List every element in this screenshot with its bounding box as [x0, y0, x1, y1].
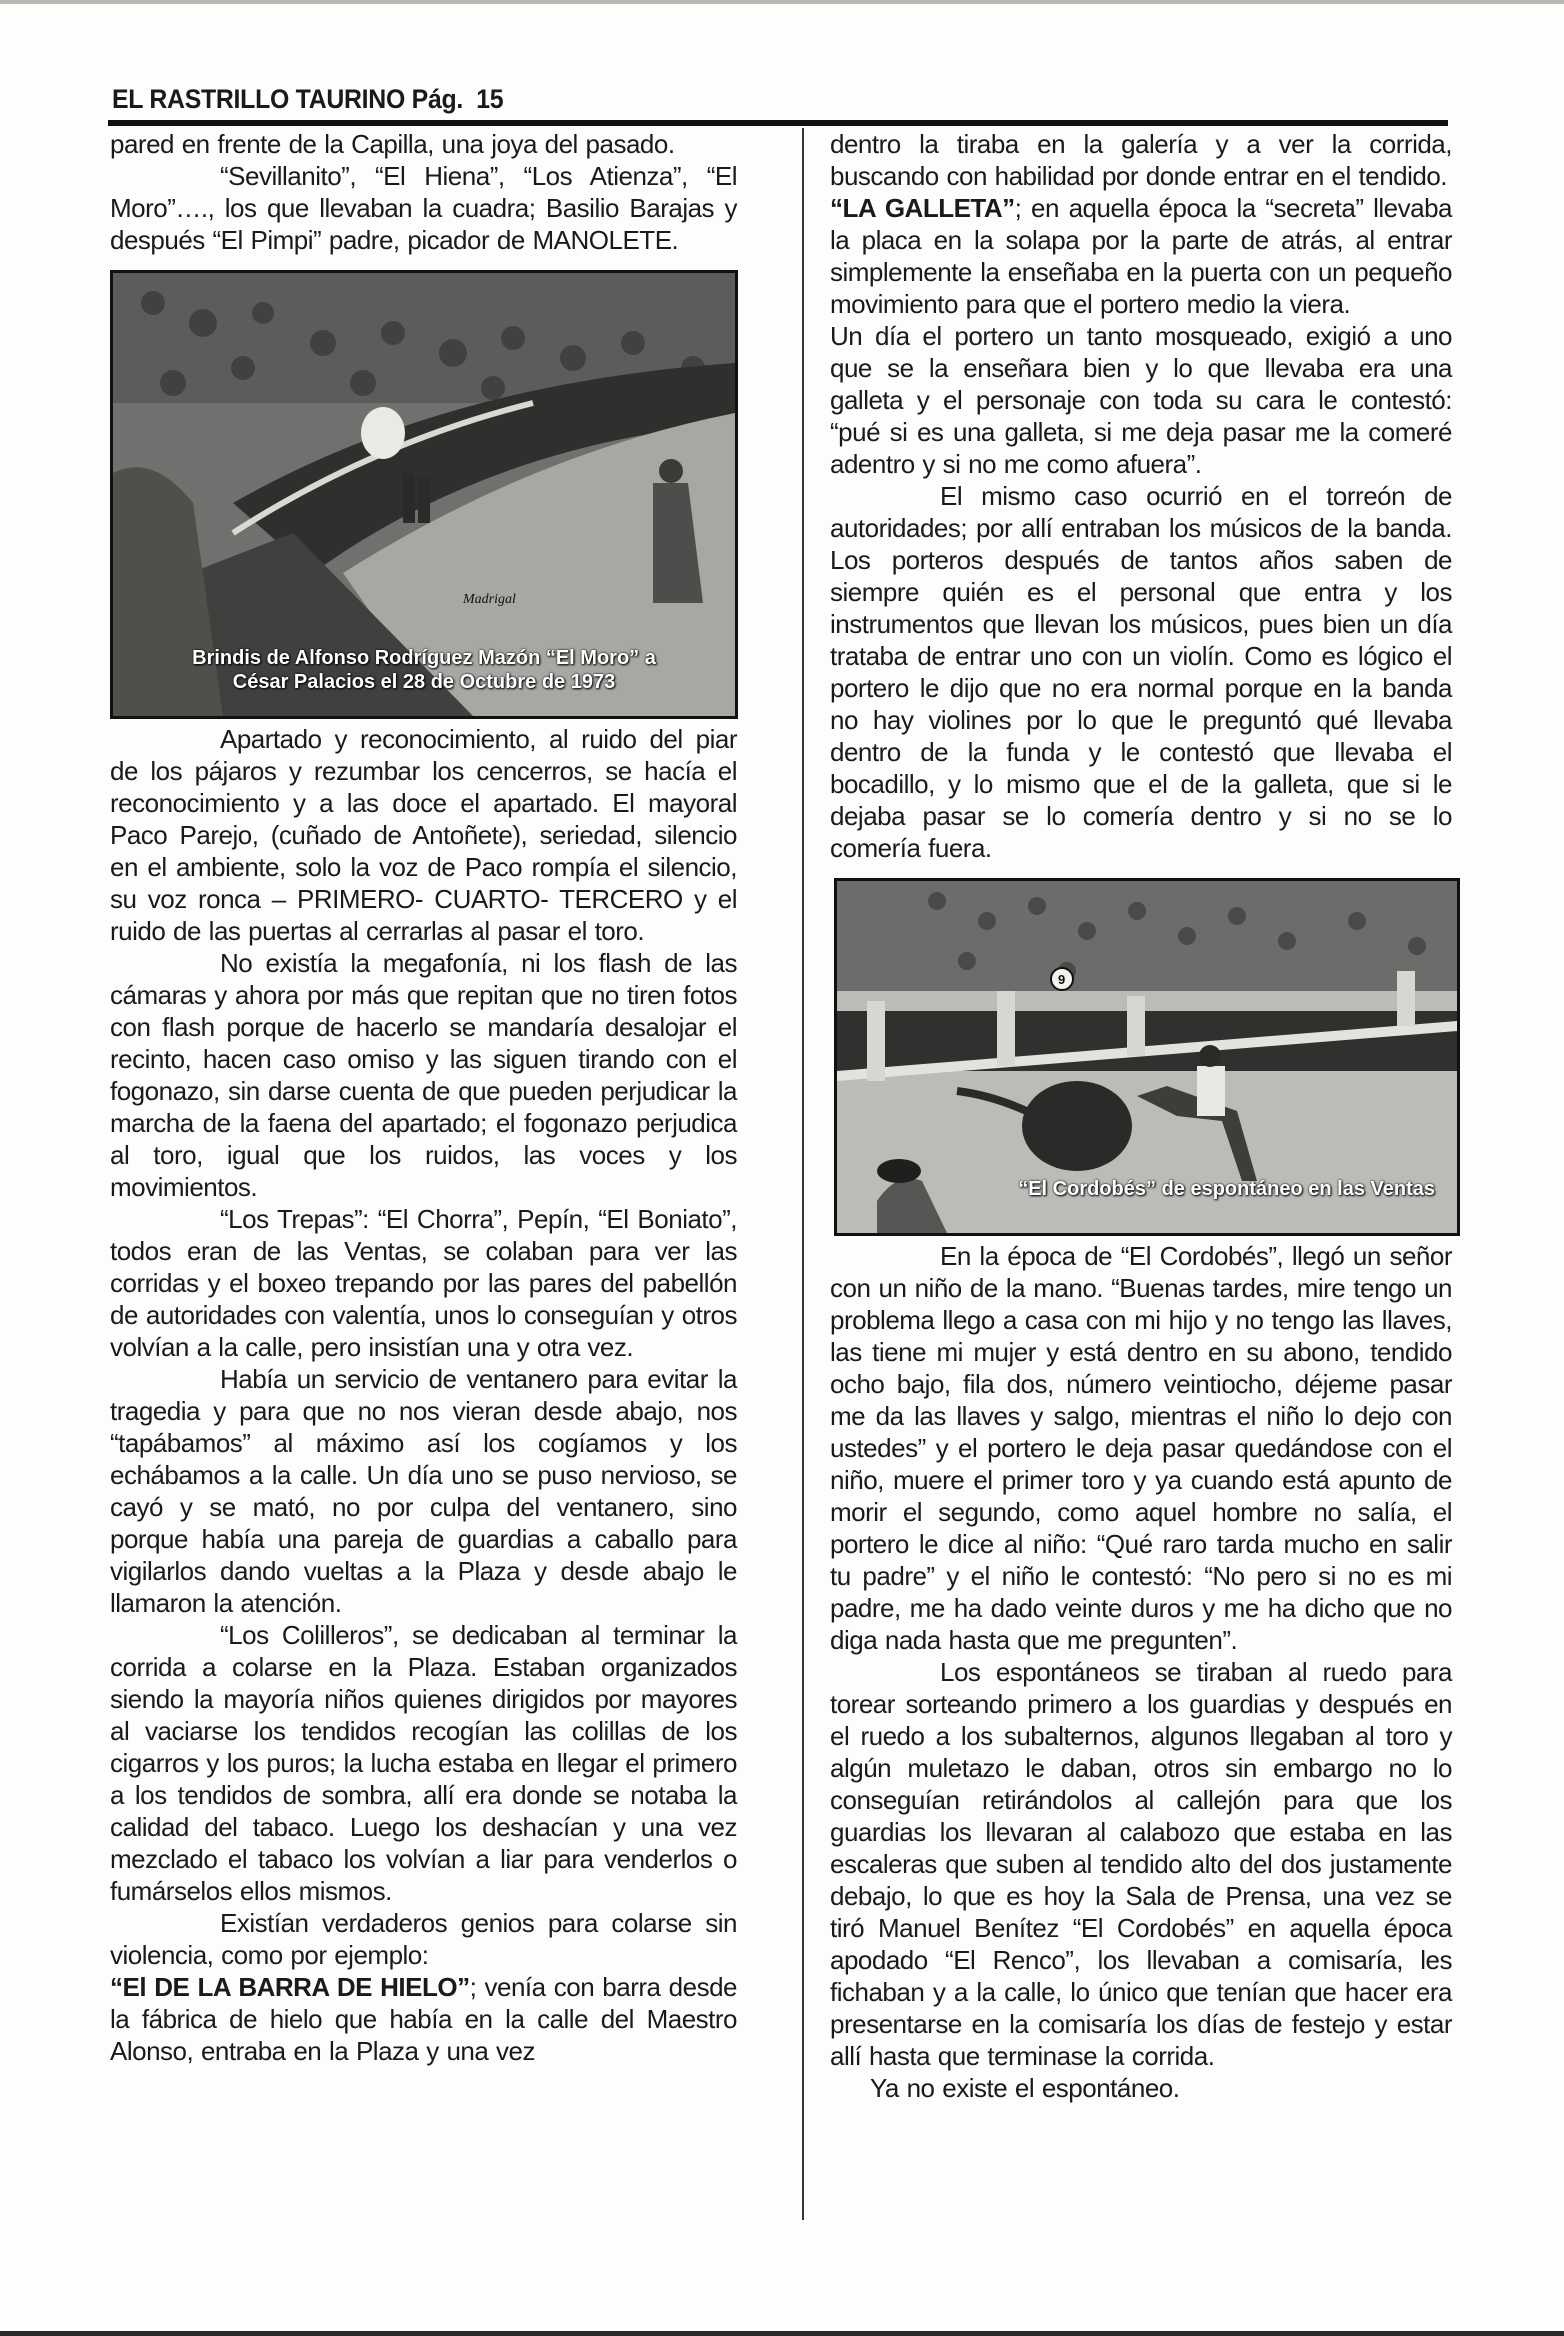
paragraph: “Los Colilleros”, se dedicaban al terminar la corrida a colarse en la Plaza. Estaban organizados siendo la mayoría niños quienes dirigidos por mayores al vaciarse los tendidos recogían las colillas de los cigarros y los puros; la lucha estaba en llegar el primero a los tendidos de sombra, allí era donde se notaba la calidad del tabaco. Luego los deshacían y una vez mezclado el tabaco los volvían a liar para venderlos o fumárselos ellos mismos.: [110, 1620, 737, 1906]
page-number: 15: [476, 84, 504, 114]
paragraph: Existían verdaderos genios para colarse sin violencia, como por ejemplo:: [110, 1908, 737, 1970]
column-divider: [802, 128, 804, 2220]
paragraph: Un día el portero un tanto mosqueado, exigió a uno que se la enseñara bien y lo que llevaba era una galleta y el personaje con toda su cara le contestó: “pué si es una galleta, si me deja pasar me la comeré adentro y si no me como afuera”.: [830, 321, 1452, 479]
paragraph: Había un servicio de ventanero para evitar la tragedia y para que no nos vieran desde abajo, nos “tapábamos” al máximo así los cogíamos y los echábamos a la calle. Un día uno se puso nervioso, se cayó y se mató, no por culpa del ventanero, sino porque había una pareja de guardias a caballo para vigilarlos dando vueltas a la Plaza y desde abajo le llamaron la atención.: [110, 1364, 737, 1618]
left-column: [110, 128, 737, 2067]
paragraph: En la época de “El Cordobés”, llegó un señor con un niño de la mano. “Buenas tardes, mire tengo un problema llego a casa con mi hijo y no tengo las llaves, las tiene mi mujer y está dentro en su abono, tendido ocho bajo, fila dos, número veintiocho, déjeme pasar me da las llaves y salgo, mientras el niño lo dejo con ustedes” y el portero le deja pasar quedándose con el niño, muere el primer toro y ya cuando está apunto de morir el segundo, como aquel hombre no salía, el portero le dice al niño: “Qué raro tarda mucho en salir tu padre” y el niño le contestó: “No pero si no es mi padre, me ha dado veinte duros y me ha dicho que no diga nada hasta que me pregunten”.: [830, 1241, 1452, 1655]
photographer-signature: Madrigal: [463, 592, 516, 607]
paragraph: El mismo caso ocurrió en el torreón de autoridades; por allí entraban los músicos de la banda. Los porteros después de tantos años saben de siempre quién es el personal que entra y los instrumentos que llevan los músicos, pues bien un día trataba de entrar uno con un violín. Como es lógico el portero le dijo que no era normal porque en la banda no hay violines por lo que le preguntó qué llevaba dentro de la funda y le contestó que llevaba el bocadillo, y lo mismo que el de la galleta, que si le dejaba pasar se lo comería dentro y si no se lo comería fuera.: [830, 481, 1452, 863]
closing-line: Ya no existe el espontáneo.: [870, 2073, 1180, 2103]
photo-brindis: [110, 270, 738, 719]
photo-cordobes: [834, 878, 1460, 1236]
paragraph: Apartado y reconocimiento, al ruido del piar de los pájaros y rezumbar los cencerros, se hacía el reconocimiento y a las doce el apartado. El mayoral Paco Parejo, (cuñado de Antoñete), seriedad, silencio en el ambiente, solo la voz de Paco rompía el silencio, su voz ronca – PRIMERO- CUARTO- TERCERO y el ruido de las puertas al cerrarlas al pasar el toro.: [110, 724, 737, 946]
paragraph: “Sevillanito”, “El Hiena”, “Los Atienza”, “El Moro”…., los que llevaban la cuadra; Basilio Barajas y después “El Pimpi” padre, picador de MANOLETE.: [110, 161, 737, 255]
section-heading: “El DE LA BARRA DE HIELO”: [110, 1972, 470, 2002]
paragraph-barra-de-hielo: “El DE LA BARRA DE HIELO”; venía con barra desde la fábrica de hielo que había en la calle del Maestro Alonso, entraba en la Plaza y una vez: [110, 1972, 737, 2066]
page-label: Pág.: [411, 84, 464, 114]
header-rule: [108, 120, 1448, 126]
paragraph: Los espontáneos se tiraban al ruedo para torear sorteando primero a los guardias y después en el ruedo a los subalternos, algunos llegaban al toro y algún muletazo le daban, otros sin embargo no lo conseguían retirándolos al callejón para que los guardias los llevaran al calabozo que estaba en las escaleras que suben al tendido alto del dos justamente debajo, lo que es hoy la Sala de Prensa, una vez se tiró Manuel Benítez “El Cordobés” en aquella época apodado “El Renco”, los llevaban a comisaría, les fichaban y a la calle, lo único que tenían que hacer era presentarse en la comisaría los días de festejo y estar allí hasta que terminase la corrida.: [830, 1657, 1452, 2071]
right-column: [830, 128, 1452, 2104]
section-heading: “LA GALLETA”: [830, 193, 1015, 223]
paragraph: “Los Trepas”: “El Chorra”, Pepín, “El Boniato”, todos eran de las Ventas, se colaban para ver las corridas y el boxeo trepando por las pares del pabellón de autoridades con valentía, unos lo conseguían y otros volvían a la calle, pero insistían una y otra vez.: [110, 1204, 737, 1362]
scan-bottom-edge: [0, 2331, 1564, 2336]
scan-top-edge: [0, 0, 1564, 4]
page-header: [112, 84, 503, 115]
photo-caption: Brindis de Alfonso Rodríguez Mazón “El Moro” a César Palacios el 28 de Octubre de 1973: [192, 647, 656, 693]
barrier-number: 9: [1058, 972, 1066, 987]
paragraph-galleta: “LA GALLETA”; en aquella época la “secreta” llevaba la placa en la solapa por la parte de atrás, al entrar simplemente la enseñaba en la puerta con un pequeño movimiento para que el portero medio la viera.: [830, 193, 1452, 319]
paragraph: dentro la tiraba en la galería y a ver la corrida, buscando con habilidad por donde entrar en el tendido.: [830, 129, 1452, 191]
paragraph: No existía la megafonía, ni los flash de las cámaras y ahora por más que repitan que no tiren fotos con flash porque de hacerlo se mandaría desalojar el recinto, hacen caso omiso y las siguen tirando con el fogonazo, sin darse cuenta de que pueden perjudicar la marcha de la faena del apartado; el fogonazo perjudica al toro, igual que los ruidos, las voces y los movimientos.: [110, 948, 737, 1202]
paragraph: pared en frente de la Capilla, una joya del pasado.: [110, 129, 675, 159]
photo-caption: “El Cordobés” de espontáneo en las Ventas: [1018, 1178, 1435, 1200]
publication-title: EL RASTRILLO TAURINO: [112, 84, 406, 114]
